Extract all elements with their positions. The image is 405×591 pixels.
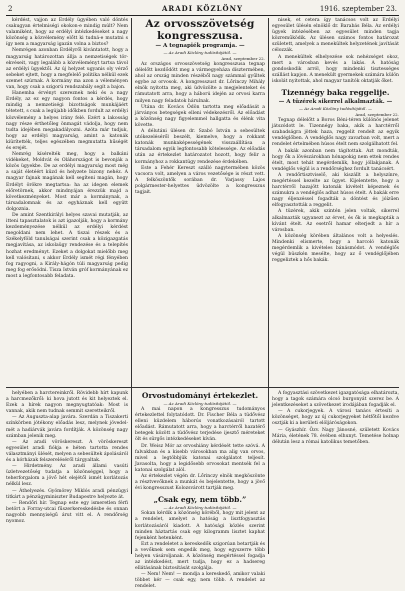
- congress-dateline: Arad, szeptember 22.: [221, 56, 265, 61]
- paragraph: A bakák azonban nem tágítottak. Azt mondták, hogy ők a lövészárokban hónapokig nem ettek rendes ételt, most tehát megérdemlik, hogy jóllakjanak. A vendéglős végül is a rendőrséghez fordult tanácsért.: [272, 148, 399, 172]
- paragraph: — Gyászhír. Özv. Nagy Jánosné, született Kovács Mária, életének 78. évében elhunyt. Temetése holnap délután lesz a római katolikus temetőben.: [272, 427, 399, 445]
- paragraph: Nemrégen azonban Erdélyről kivántatott, hogy a magyarság határozottan állja a nemzetiségek törekvéseit, vagy legalább a közvéleményt tartsa távol az erdélyi ügyektől. Az új helyzet ugyanis oly vérző sebeket ejtett, hogy a megfelelő politika nélkül ezek szemet szúrnak. A kormány ma azon a véleményen van, hogy csak a szigorú rendszabály segít a bajon.: [6, 48, 128, 91]
- paragraph: A mai napon a kongresszus tudományos értekezlettel folytatódott. Dr. Fischer Béla a tüdővész elleni küzdelem háborús vonatkozásairól tartott előadást. Rámutatott arra, hogy a harctérről hazatérő betegek között a tüdővész terjedése ijesztő méreteket ölt és sürgős intézkedéseket kíván.: [135, 407, 265, 443]
- paragraph: — Rendőri hír. Tegnap este egy ismeretlen férfi betört a Forray-utcai fűszerkereskedésbe és onnan nagyobb mennyiségű árut vitt el. A rendőrség nyomoz.: [6, 500, 128, 524]
- paragraph: — Az aradi vöröskereszt. A vöröskereszt egyesület aradi fiókja e héten tartotta rendes választmányi ülését, melyen a sebesültek ápolásáról és a kórházak felszereléséről tárgyaltak.: [6, 439, 128, 464]
- paragraph: Az országos orvosszövetség kongresszusa tegnap délelőtt kezdődött meg a vármegyeháza dísztermében, ahol az ország minden részéből nagy számmal gyűltek egybe az orvosok. A kongresszust dr. Lőrinczy Mihály elnök nyitotta meg, aki üdvözölte a megjelenteket és rámutatott arra, hogy a háború idején az orvosi karra milyen nagy feladatok hárulnak.: [135, 62, 265, 104]
- paragraph: A fogyasztási szövetkezet igazgatósága elhatározta, hogy a tagok számára olcsó burgonyát szerez be. A jelentkezéseket a szövetkezet irodájában fogadják el.: [272, 391, 399, 409]
- column-rule: [131, 18, 132, 554]
- tudomany-byline: — Az Aradi Közlöny tudósítójától. —: [163, 401, 237, 406]
- bakak-headline: Tizennégy baka reggelije.: [281, 88, 390, 98]
- section-rule: [6, 387, 399, 388]
- masthead: [6, 4, 399, 16]
- newspaper-page: [6, 4, 399, 590]
- column-2-top: [135, 18, 265, 384]
- paragraph: — A cukorjegyek. A városi tanács értesíti a közönséget, hogy az új cukorjegyeket hétfőtől kezdve osztják ki a kerületi elöljáróságokon.: [272, 409, 399, 427]
- issue-date: 1916. szeptember 23.: [319, 5, 397, 13]
- column-1-top: [6, 18, 128, 384]
- paragraph: Ezt a rendeletet a kereskedők szigorúan betartják és a vevőknek sem engedik meg, hogy egyszerre több helyen vásároljanak. A közönség megértéssel fogadja az intézkedést, mert tudja, hogy ez a hadsereg ellátásának biztosítását szolgálja.: [135, 541, 265, 572]
- paragraph: A menekültek elhelyezése sok nehézséget okoz, mert a városban kevés a lakás. A hatóság gondoskodik arról, hogy mindenki tisztességes szállást kapjon. A menekült gyermekek számára külön iskolát nyitottak, ahol magyar tanítók oktatják őket.: [272, 54, 399, 84]
- paragraph: Az értekezlet végén dr. Lőrinczy elnök megköszönte a résztvevőknek a munkát és bejelentette, hogy a jövő évi kongresszust Kolozsvárott tartják meg.: [135, 474, 265, 492]
- paragraph: Dr. Weisz Mór az orvoshiány kérdését tette szóvá. A falvakban és a kisebb városokban ma alig van orvos, mivel a legtöbbjük katonai szolgálatot teljesít. Javasolta, hogy a legidősebb orvosokat mentsék fel a katonai szolgálat alól.: [135, 443, 265, 473]
- paragraph: Este a Fehér Kereszt szálló nagytermében közös vacsora volt, amelyen a város vezetősége is részt vett. A felköszöntők sorában dr. Varjassy Lajos polgármester-helyettes üdvözölte a kongresszus tagjait.: [135, 165, 265, 195]
- paragraph: A rendőrtisztviselő, aki kiszállt a helyszínre, megértéssel kezelte az ügyet. Kijelentette, hogy a harctérről hazajött katonák kivételt képeznek és számukra a vendéglős adhat húsos ételt. A bakák erre nagy éljenzéssel fogadták a döntést és jóízűen elfogyasztották a reggelit.: [272, 172, 399, 209]
- csak-egy-byline: — Az Aradi Közlöny tudósítójától. —: [163, 505, 237, 511]
- column-3-bottom: [272, 391, 399, 553]
- bakak-dateline: Arad, szeptember 22.: [355, 112, 399, 118]
- paragraph: nisek, et cetera így tanácsos volt az Erdélyi egyesület ülésén elnöklő dr. Barabás Béla. Az erdélyi ügyek intézésében az egyesület minden tagja közreműködik. Az ülésen számos fontos határozat született, amelyek a menekültek helyzetének javítását célozzák.: [272, 18, 399, 54]
- column-3-top: [272, 18, 399, 384]
- congress-headline: Az orvosszövetség kongresszusa.: [145, 18, 255, 42]
- csak-egy-headline: „Csak egy, nem több.”: [153, 495, 247, 505]
- paragraph: — Áthelyezés. Gyömörey Miklós aradi pénzügyi titkárt a pénzügyminiszter Budapestre helyezte át.: [6, 488, 128, 500]
- tudomany-headline: Orvostudományi értekezlet.: [141, 391, 259, 400]
- paragraph: Nemrég kísérelték meg, hogy a balkáni vidékeket, Moldvát és Oláhországot is bevonják a közös ügyekbe. De az erdélyi magyarság most még a saját életéért küzd és helyzete bizony nehéz. A magyar fajnak magának kell segíteni magán, hogy Erdélyt örökre megtartsa: ha az idegen elemek előretörnek, akkor mindnyájan érezzük majd a következményeket. Most már a kormánynak, a társadalomnak és az egyháznak kell együtt dolgoznia.: [6, 152, 128, 212]
- page-number: 2: [8, 5, 13, 13]
- paragraph: Sokan kérdik a közönség köréből, hogy mit jelent az a rendelet, amelyet a hatóság a lisztfogyasztás korlátozásáról kiadott. A hatósági közlés szerint minden háztartás csak egy kilogramm lisztet kaphat fejenként hetenként.: [135, 511, 265, 541]
- column-2-bottom: [135, 391, 265, 590]
- bakak-subheadline: — A tüzérek sikerrel alkalmazták. —: [278, 99, 393, 106]
- paragraph: A délutáni ülésen dr. Szabó István a sebesültek utókezeléséről beszélt, kiemelve, hogy a rokkant katonák munkaképességének visszaállítása a társadalom egyik legfontosabb kötelessége. Az előadás után az értekezlet határozatot hozott, hogy felir a kormányhoz a rokkantügy rendezése érdekében.: [135, 129, 265, 165]
- paragraph: De amint Szentkirályi helyes szavai mutatják, az itteni tapasztalatok is azt igazolják, hogy a kormány kezdeményezése nélkül az erdélyi kérdést megoldani nem lehet. A tiszai részek és a Székelyföld tanulságai szerint csak a közigazgatás megjavítása, az iskolaügy rendezése és a telepítés hozhat eredményt. Ezeket a dolgokat mielőbb meg kell valósítani, s akkor Erdély ismét régi fényében fog ragyogni, a Király-hágón túli magyarság pedig meg fog erősödni. Tisza István gróf kormányának ez most a legfontosabb feladata.: [6, 213, 128, 279]
- paragraph: Tegnap délelőtt a Boros Béni-téren különös jelenet játszódott le. Tizennégy baka, akik a harctérről szabadságra jöttek haza, reggelit rendelt az egyik vendéglőben. A vendéglős nagy zavarban volt, mert a rendelet értelmében húsos ételt nem szolgálhatott fel.: [272, 118, 399, 148]
- paragraph: Utána dr. Kovács Ödön tartotta meg előadását a járványos betegségek elleni védekezésről. Az előadást a közönség nagy figyelemmel hallgatta és élénk vita követte.: [135, 104, 265, 128]
- paragraph: A közönség körében általános volt a helyeslés. Mindenki elismerte, hogy a harcoló katonák megérdemlik a kivételes bánásmódot. A vendéglős végül büszkén mesélte, hogy az ő vendéglőjében reggeliztek a hős bakák.: [272, 233, 399, 264]
- column-1-bottom: [6, 391, 128, 553]
- paragraph: Hanemha érvényt szereznek neki és a nagy Erdély, az ez egy nagyon fontos a kérdés, hogy mindig a nemzetiségi bizottságok munkájáért tétetett, s csak a legújabb időkben fordult az erdélyi közvélemény a helyes irány felé. Ezért a lakosság nagy része érthetőleg önmagát vádolja, hogy nem tudta idejében megakadályozni. Azóta már tudjuk, hogy az erdélyi magyarság, amint a katonák kiürítették, teljes egészében megmutatta hűségét és erejét.: [6, 91, 128, 151]
- bakak-byline: — Az Aradi Közlöny tudósítójától. —: [299, 106, 372, 112]
- paragraph: A tüzérek, akik szintén jelen voltak, sikerrel alkalmazták ugyanezt az érvet, és ők is megkapták a kívánt ételt. Az esetről hamar elterjedt a hír a városban.: [272, 209, 399, 233]
- paragraph: — Hirdetmény. Az aradi állami vasúti üzletvezetőség tudatja a közönséggel, hogy a teherforgalom a jövő hét elejétől ismét korlátozás nélkül lesz.: [6, 464, 128, 488]
- paragraph: — Az Auguszta-alap javára. Szerdán a Tiszakerti színkörben jótékony előadás lesz, melynek jövedelmét a hadiárvák javára fordítják. A közönség nagy számban jelenik meg.: [6, 415, 128, 439]
- column-rule: [268, 18, 269, 554]
- paper-name: ARADI KÖZLÖNY: [162, 4, 243, 13]
- congress-subheadline: — A tegnapiék programja. —: [155, 43, 245, 49]
- paragraph: helyében a harctereinkről. Rövidebb hírt kapunk a harcmezőkről: ki hova jutott és kit helyeztek el. Ezek a hírek nagyon megnyugtatóak: Most is vannak, akik nem tudnak semmit szeretteikről.: [6, 391, 128, 415]
- congress-byline: — Az Aradi Közlöny tudósítójától. —: [163, 50, 237, 55]
- paragraph: kérdést, vajjon az Erdély ügyében való döntés csakugyan értelmiségi okokon-e mindig múlt? Nem valamiként, hogy az erdélyi intézkedéseket a nagy közönség a közvélemény előtt ki tudná-e mutatni s így nem a magyarság igazán volna a biztos?: [6, 18, 128, 48]
- paragraph: — Nem! Nem! — mondja a kereskedő, amikor valaki többet kér — csak egy, nem több. A rendelet az rendelet.: [135, 572, 265, 590]
